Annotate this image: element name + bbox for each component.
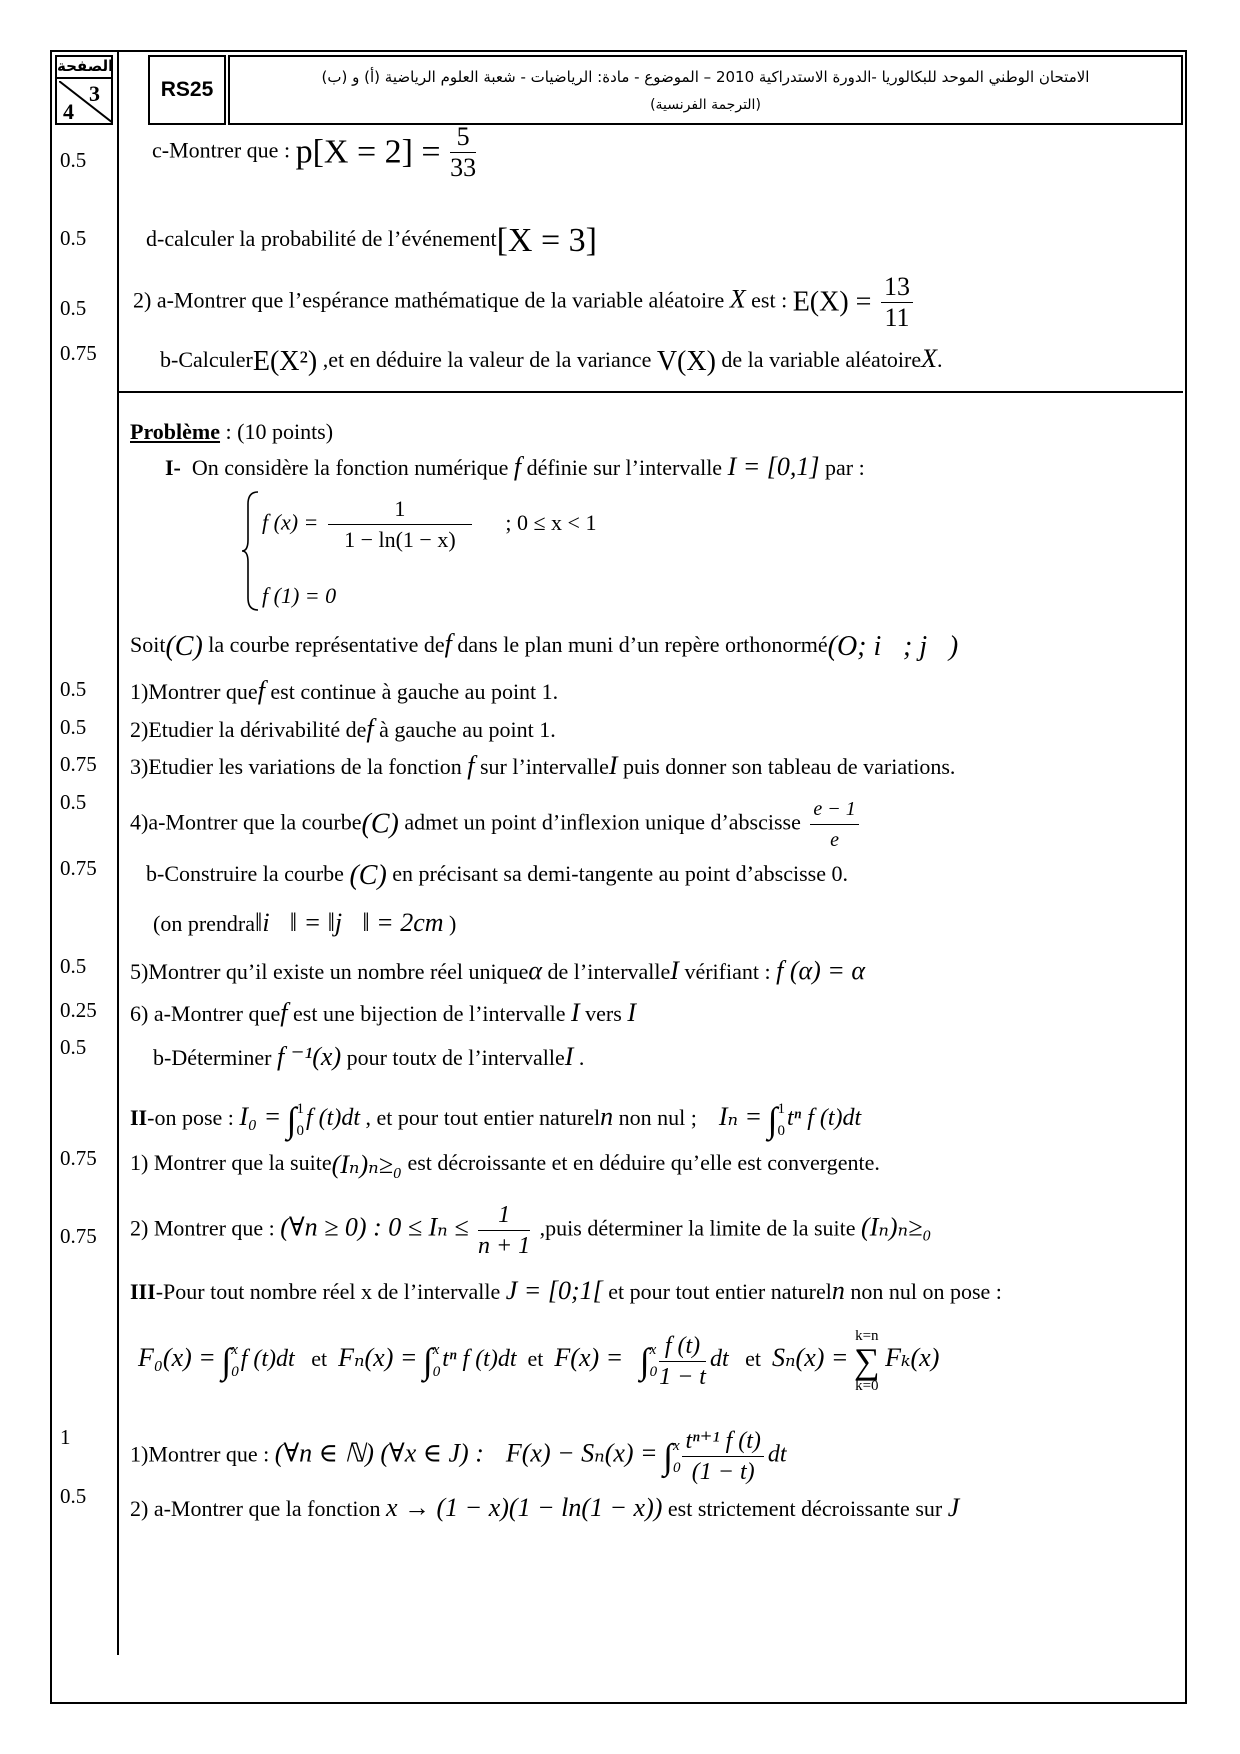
score-II2: 0.75 (60, 1224, 97, 1248)
problem-III-definitions: F₀(x) = ∫x 0f (t)dt et Fₙ(x) = ∫x 0tⁿ f (t)dt et F(x) = ∫x 0 $\frac{f (t)}{1 - t}$ dt et Sₙ(x) = k=n ∑ k=0 Fₖ(x) (138, 1328, 940, 1394)
question-c: c-Montrer que : p[X = 2] = $\frac{5}{33}$ (152, 122, 477, 182)
score-2a: 0.5 (60, 296, 87, 320)
system-brace (242, 490, 260, 612)
score-III2a: 0.5 (60, 1484, 87, 1508)
integral-sign: ∫ (422, 1341, 433, 1381)
score-column-divider (117, 50, 119, 1655)
section-separator (118, 391, 1183, 393)
score-p4b: 0.75 (60, 856, 97, 880)
math-d-event: [X = 3] (496, 222, 597, 259)
system-line2: f (1) = 0 (262, 583, 337, 608)
page-current: 3 (89, 81, 100, 106)
fraction-remainder: $\frac{\text{tⁿ⁺¹ f (t)}}{(1 - t)}$ (682, 1426, 763, 1487)
score-p5: 0.5 (60, 954, 87, 978)
integral-sign: ∫ (221, 1341, 232, 1381)
problem-III-q2a: 2) a-Montrer que la fonction x → (1 − x)(1 − ln(1 − x)) est strictement décroissante sur J (130, 1493, 960, 1522)
fraction-F: $\frac{f (t)}{1 - t}$ (659, 1332, 706, 1390)
fraction-inflexion: $\frac{e - 1}{e}$ (810, 794, 858, 855)
problem-heading: Problème : (10 points) (130, 419, 334, 444)
exam-code: RS25 (148, 55, 226, 125)
problem-II-intro: II-on pose : I₀ = ∫1 0f (t)dt , et pour tout entier natureln non nul ; Iₙ = ∫1 0tⁿ f (t)dt (130, 1100, 862, 1140)
problem-q2: 2)Etudier la dérivabilité def à gauche au point 1. (130, 714, 556, 743)
summation: k=n ∑ k=0 (853, 1328, 880, 1394)
problem-soit: Soit(C) la courbe représentative def dans le plan muni d’un repère orthonormé(O; i⃗; j⃗) (130, 629, 959, 662)
score-2b: 0.75 (60, 341, 97, 365)
integral-sign: ∫ (663, 1436, 673, 1477)
problem-q5: 5)Montrer qu’il existe un nombre réel uniqueα de l’intervalleI vérifiant : f (α) = α (130, 956, 865, 985)
math-c-lhs: p[X = 2] = (295, 133, 441, 171)
problem-III-q1: 1)Montrer que : (∀n ∈ ℕ) (∀x ∈ J) : F(x) − Sₙ(x) = ∫x 0 $\frac{\text{tⁿ⁺¹ f (t)}}{(1 - t)}$ dt (130, 1428, 787, 1485)
score-III1: 1 (60, 1425, 71, 1449)
problem-II-q1: 1) Montrer que la suite(Iₙ)ₙ≥₀ est décroissante et en déduire qu’elle est convergente. (130, 1150, 880, 1179)
exam-title (228, 55, 1183, 125)
score-p1: 0.5 (60, 677, 87, 701)
problem-III-intro: III-Pour tout nombre réel x de l’intervalle J = [0;1[ et pour tout entier natureln non nul on pose : (130, 1276, 1002, 1305)
problem-q6b: b-Déterminer f ⁻¹(x) pour toutx de l’intervalleI . (153, 1042, 585, 1071)
problem-q3: 3)Etudier les variations de la fonction f sur l’intervalleI puis donner son tableau de variations. (130, 751, 956, 780)
score-d: 0.5 (60, 226, 87, 250)
problem-q4b-note: (on prendra‖i⃗‖ = ‖j⃗‖ = 2cm ) (153, 908, 457, 937)
score-p4a: 0.5 (60, 790, 87, 814)
problem-title: Problème (130, 419, 221, 444)
score-p6b: 0.5 (60, 1035, 87, 1059)
score-p3: 0.75 (60, 752, 97, 776)
problem-II-q2: 2) Montrer que : (∀n ≥ 0) : 0 ≤ Iₙ ≤ $\frac{1}{n + 1}$ ,puis déterminer la limite de la suite (Iₙ)ₙ≥₀ (130, 1202, 932, 1259)
integral-sign: ∫ (639, 1341, 650, 1381)
fraction-1-n1: $\frac{1}{n + 1}$ (477, 1202, 531, 1259)
page-number-box (55, 55, 113, 125)
page-label: الصفحة (57, 55, 111, 79)
problem-q4a: 4)a-Montrer que la courbe(C) admet un point d’inflexion unique d’abscisse $\frac{e - 1}{e}$ (130, 794, 863, 855)
problem-q1: 1)Montrer quef est continue à gauche au point 1. (130, 676, 559, 705)
question-2a: 2) a-Montrer que l’espérance mathématique de la variable aléatoire X est : E(X) = $\frac{13}{11}$ (133, 272, 917, 333)
score-II1: 0.75 (60, 1146, 97, 1170)
exam-title-line2: (الترجمة الفرنسية) (650, 97, 761, 113)
system-line1: f (x) = $\frac{1}{1 - \ln(1 - x)}$ ; 0 ≤ x < 1 (262, 494, 596, 555)
problem-I-intro: I- On considère la fonction numérique f définie sur l’intervalle I = [0,1] par : (165, 452, 865, 481)
page-total: 4 (63, 99, 74, 124)
integral-sign: ∫ (767, 1100, 778, 1140)
score-c: 0.5 (60, 148, 87, 172)
score-p6a: 0.25 (60, 998, 97, 1022)
question-2b: b-CalculerE(X²) ,et en déduire la valeur de la variance V(X) de la variable aléatoireX. (160, 344, 943, 377)
exam-title-line1: الامتحان الوطني الموحد للبكالوريا -الدورة الاستدراكية 2010 – الموضوع - مادة: الرياضيات - شعبة العلوم الرياضية (أ) و (ب) (321, 68, 1090, 86)
fraction-13-11: $\frac{13}{11}$ (881, 272, 913, 333)
problem-q6a: 6) a-Montrer quef est une bijection de l’intervalle I vers I (130, 998, 636, 1027)
fraction-5-33: $\frac{5}{33}$ (450, 122, 477, 182)
problem-q4b: b-Construire la courbe (C) en précisant sa demi-tangente au point d’abscisse 0. (146, 860, 849, 891)
integral-sign: ∫ (286, 1100, 297, 1140)
fraction-f-def: $\frac{1}{1 - \ln(1 - x)}$ (328, 494, 472, 555)
question-d: d-calculer la probabilité de l’événement[X = 3] (146, 222, 597, 259)
score-p2: 0.5 (60, 715, 87, 739)
